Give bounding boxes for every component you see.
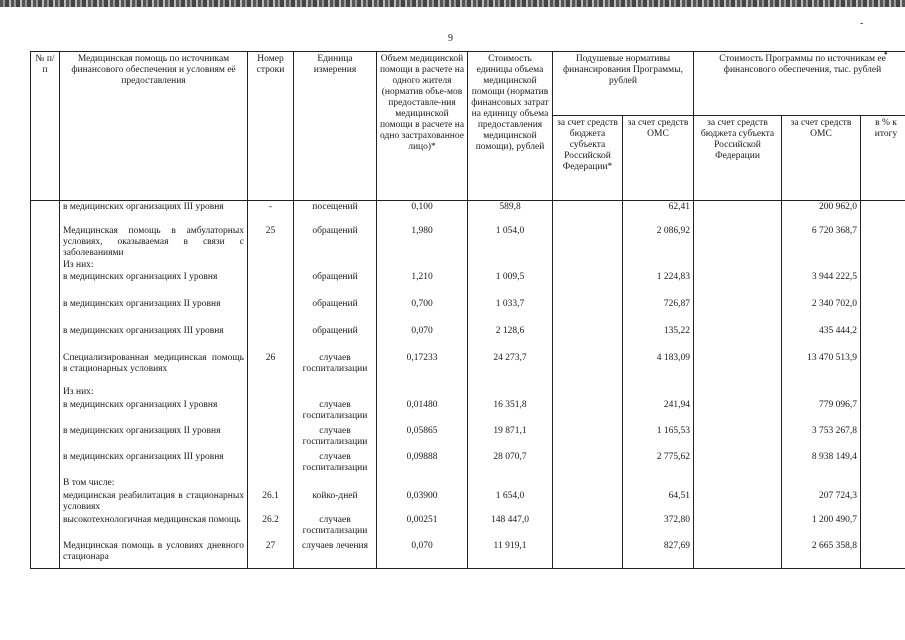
row-volume: 0,01480 <box>377 399 468 425</box>
row-unit: случаев госпитализации <box>294 451 377 477</box>
row-name: Из них: <box>60 386 248 399</box>
row-total: 2 340 702,0 <box>782 298 861 325</box>
row-total: 8 938 149,4 <box>782 451 861 477</box>
row-number <box>248 425 294 451</box>
row-total: 207 724,3 <box>782 490 861 514</box>
row-unit: обращений <box>294 271 377 298</box>
row-cost: 28 070,7 <box>468 451 553 477</box>
row-cost: 2 128,6 <box>468 325 553 352</box>
row-number <box>248 399 294 425</box>
row-volume: 0,100 <box>377 201 468 225</box>
row-oms: 1 165,53 <box>623 425 694 451</box>
row-total: 779 096,7 <box>782 399 861 425</box>
row-cost: 24 273,7 <box>468 352 553 386</box>
row-oms: 4 183,09 <box>623 352 694 386</box>
row-number: 27 <box>248 540 294 569</box>
table-row <box>31 490 905 514</box>
row-cost: 589,8 <box>468 201 553 225</box>
header-program-cost: Стоимость Программы по источникам ее финансового обеспечения, тыс. рублей <box>694 52 905 116</box>
row-name: В том числе: <box>60 477 248 490</box>
row-total: 1 200 490,7 <box>782 514 861 540</box>
row-name: в медицинских организациях III уровня <box>60 325 248 352</box>
row-cost: 11 919,1 <box>468 540 553 569</box>
row-name: Специализированная медицинская помощь в стационарных условиях <box>60 352 248 386</box>
table-row <box>31 259 905 271</box>
row-name: в медицинских организациях II уровня <box>60 298 248 325</box>
header-cost: Стоимость единицы объема медицинской помощи (норматив финансовых затрат на единицу объема предоставления медицинской помощи), рублей <box>468 52 553 201</box>
table-row <box>31 399 905 425</box>
table-row <box>31 540 905 569</box>
header-percapita-budget: за счет средств бюджета субъекта Российской Федерации* <box>553 116 623 201</box>
row-number: 26 <box>248 352 294 386</box>
row-number <box>248 271 294 298</box>
row-total: 435 444,2 <box>782 325 861 352</box>
row-name: Из них: <box>60 259 248 271</box>
row-name: в медицинских организациях III уровня <box>60 451 248 477</box>
row-name: в медицинских организациях II уровня <box>60 425 248 451</box>
row-total: 2 665 358,8 <box>782 540 861 569</box>
row-unit: посещений <box>294 201 377 225</box>
row-cost: 148 447,0 <box>468 514 553 540</box>
row-oms: 2 775,62 <box>623 451 694 477</box>
row-total: 200 962,0 <box>782 201 861 225</box>
row-number: 26.2 <box>248 514 294 540</box>
row-unit: случаев госпитализации <box>294 399 377 425</box>
header-percapita-oms: за счет средств ОМС <box>623 116 694 201</box>
table-row <box>31 225 905 259</box>
row-number <box>248 298 294 325</box>
row-unit: случаев лечения <box>294 540 377 569</box>
header-volume: Объем медицинской помощи в расчете на одного жителя (норматив объе-мов предоставле-ния медицинской помощи в расчете на одно застрахованное лицо)* <box>377 52 468 201</box>
row-oms: 135,22 <box>623 325 694 352</box>
row-cost: 16 351,8 <box>468 399 553 425</box>
row-cost: 1 009,5 <box>468 271 553 298</box>
header-row-number: Номер строки <box>248 52 294 201</box>
row-number: 25 <box>248 225 294 259</box>
row-number <box>248 451 294 477</box>
row-total: 6 720 368,7 <box>782 225 861 259</box>
row-oms: 827,69 <box>623 540 694 569</box>
scan-mark: - <box>860 18 864 29</box>
row-unit: случаев госпитализации <box>294 352 377 386</box>
table-row <box>31 514 905 540</box>
table-row <box>31 352 905 386</box>
header-row-top <box>31 52 905 116</box>
row-volume: 0,700 <box>377 298 468 325</box>
program-table <box>30 51 905 569</box>
header-program-percent: в % к итогу <box>861 116 905 201</box>
row-number: 26.1 <box>248 490 294 514</box>
row-oms: 1 224,83 <box>623 271 694 298</box>
header-num: № п/п <box>31 52 60 201</box>
row-name: в медицинских организациях I уровня <box>60 271 248 298</box>
row-volume: 0,070 <box>377 540 468 569</box>
table-row <box>31 451 905 477</box>
table-row <box>31 201 905 225</box>
row-total: 13 470 513,9 <box>782 352 861 386</box>
table-row <box>31 477 905 490</box>
row-cost: 1 654,0 <box>468 490 553 514</box>
scan-edge <box>0 0 905 7</box>
row-volume: 0,17233 <box>377 352 468 386</box>
row-volume: 0,03900 <box>377 490 468 514</box>
row-volume: 0,05865 <box>377 425 468 451</box>
row-name: медицинская реабилитация в стационарных условиях <box>60 490 248 514</box>
row-number <box>248 325 294 352</box>
row-oms: 2 086,92 <box>623 225 694 259</box>
row-unit: обращений <box>294 298 377 325</box>
scan-dot: • <box>884 49 888 60</box>
row-unit: койко-дней <box>294 490 377 514</box>
row-number: - <box>248 201 294 225</box>
row-cost: 1 054,0 <box>468 225 553 259</box>
row-cost: 1 033,7 <box>468 298 553 325</box>
row-oms: 62,41 <box>623 201 694 225</box>
row-cost: 19 871,1 <box>468 425 553 451</box>
row-oms: 64,51 <box>623 490 694 514</box>
row-name: в медицинских организациях III уровня <box>60 201 248 225</box>
row-volume: 1,210 <box>377 271 468 298</box>
row-name: Медицинская помощь в амбулаторных условиях, оказываемая в связи с заболеваниями <box>60 225 248 259</box>
header-name: Медицинская помощь по источникам финансового обеспечения и условиям её предоставления <box>60 52 248 201</box>
row-oms: 241,94 <box>623 399 694 425</box>
row-volume: 0,070 <box>377 325 468 352</box>
row-unit: обращений <box>294 225 377 259</box>
header-unit: Единица измерения <box>294 52 377 201</box>
row-unit: обращений <box>294 325 377 352</box>
row-volume: 0,00251 <box>377 514 468 540</box>
row-name: в медицинских организациях I уровня <box>60 399 248 425</box>
header-percapita: Подушевые нормативы финансирования Программы, рублей <box>553 52 694 116</box>
table-row <box>31 425 905 451</box>
table-row <box>31 298 905 325</box>
row-oms: 372,80 <box>623 514 694 540</box>
row-unit: случаев госпитализации <box>294 425 377 451</box>
row-total: 3 944 222,5 <box>782 271 861 298</box>
page-number: 9 <box>448 33 453 44</box>
row-oms: 726,87 <box>623 298 694 325</box>
table-row <box>31 325 905 352</box>
table-row <box>31 386 905 399</box>
row-total: 3 753 267,8 <box>782 425 861 451</box>
row-volume: 1,980 <box>377 225 468 259</box>
row-unit: случаев госпитализации <box>294 514 377 540</box>
header-program-budget: за счет средств бюджета субъекта Российской Федерации <box>694 116 782 201</box>
row-name: Медицинская помощь в условиях дневного стационара <box>60 540 248 569</box>
header-program-oms: за счет средств ОМС <box>782 116 861 201</box>
row-volume: 0,09888 <box>377 451 468 477</box>
row-name: высокотехнологичная медицинская помощь <box>60 514 248 540</box>
table-row <box>31 271 905 298</box>
